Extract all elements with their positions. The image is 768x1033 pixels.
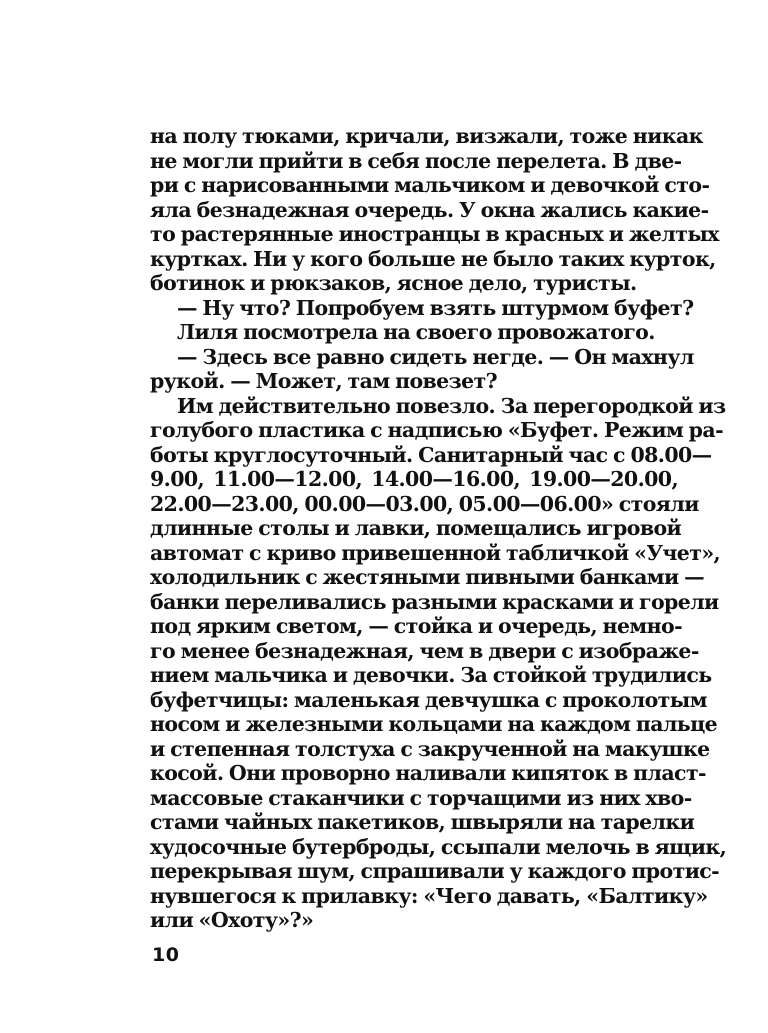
- text-line: то растерянные иностранцы в красных и желтых: [150, 222, 719, 246]
- text-line: холодильник с жестяными пивными банками —: [150, 565, 705, 589]
- text-line: го менее безнадежная, чем в двери с изображе-: [150, 638, 699, 663]
- text-line: 9.00, 11.00—12.00, 14.00—16.00, 19.00—20.00,: [150, 467, 678, 491]
- text-line: худосочные бутерброды, ссыпали мелочь в ящик,: [150, 834, 727, 859]
- text-line: банки переливались разными красками и горели: [150, 589, 719, 614]
- page-number: 10: [152, 944, 180, 966]
- text-line: носом и железными кольцами на каждом пальце: [150, 712, 718, 736]
- text-line: голубого пластика с надписью «Буфет. Режим ра-: [150, 418, 724, 442]
- text-line: косой. Они проворно наливали кипяток в пласт-: [150, 761, 706, 785]
- text-line: нием мальчика и девочки. За стойкой трудились: [150, 663, 712, 687]
- text-line: куртках. Ни у кого больше не было таких курток,: [150, 246, 716, 271]
- text-line: 22.00—23.00, 00.00—03.00, 05.00—06.00» стояли: [150, 491, 699, 516]
- text-line: не могли прийти в себя после перелета. В две-: [150, 148, 682, 173]
- book-page-text: [150, 124, 727, 933]
- dialogue-line: — Ну что? Попробуем взять штурмом буфет?: [177, 295, 694, 320]
- text-line: боты круглосуточный. Санитарный час с 08.00—: [150, 442, 712, 467]
- text-line: массовые стаканчики с торчащими из них хво-: [150, 785, 692, 810]
- text-line: Лиля посмотрела на своего провожатого.: [177, 320, 655, 344]
- text-line: под ярким светом, — стойка и очередь, немно-: [150, 614, 682, 638]
- text-line: буфетчицы: маленькая девчушка с проколотым: [150, 687, 707, 712]
- text-line: рукой. — Может, там повезет?: [150, 369, 498, 393]
- text-line: нувшегося к прилавку: «Чего давать, «Балтику»: [150, 883, 708, 908]
- text-line: и степенная толстуха с закрученной на макушке: [150, 736, 710, 761]
- text-line: или «Охоту»?»: [150, 908, 314, 932]
- text-line: ботинок и рюкзаков, ясное дело, туристы.: [150, 271, 637, 295]
- text-line: перекрывая шум, спрашивали у каждого протис-: [150, 859, 720, 883]
- paragraph-start-line: Им действительно повезло. За перегородкой из: [177, 393, 726, 418]
- text-line: длинные столы и лавки, помещались игровой: [150, 516, 682, 540]
- dialogue-line: — Здесь все равно сидеть негде. — Он махнул: [177, 344, 694, 369]
- text-line: яла безнадежная очередь. У окна жались какие-: [150, 197, 709, 222]
- text-line: стами чайных пакетиков, швыряли на тарелки: [150, 810, 695, 834]
- text-line: ри с нарисованными мальчиком и девочкой сто-: [150, 173, 710, 197]
- text-line: на полу тюками, кричали, визжали, тоже никак: [150, 124, 703, 148]
- text-line: автомат с криво привешенной табличкой «Учет»,: [150, 540, 721, 565]
